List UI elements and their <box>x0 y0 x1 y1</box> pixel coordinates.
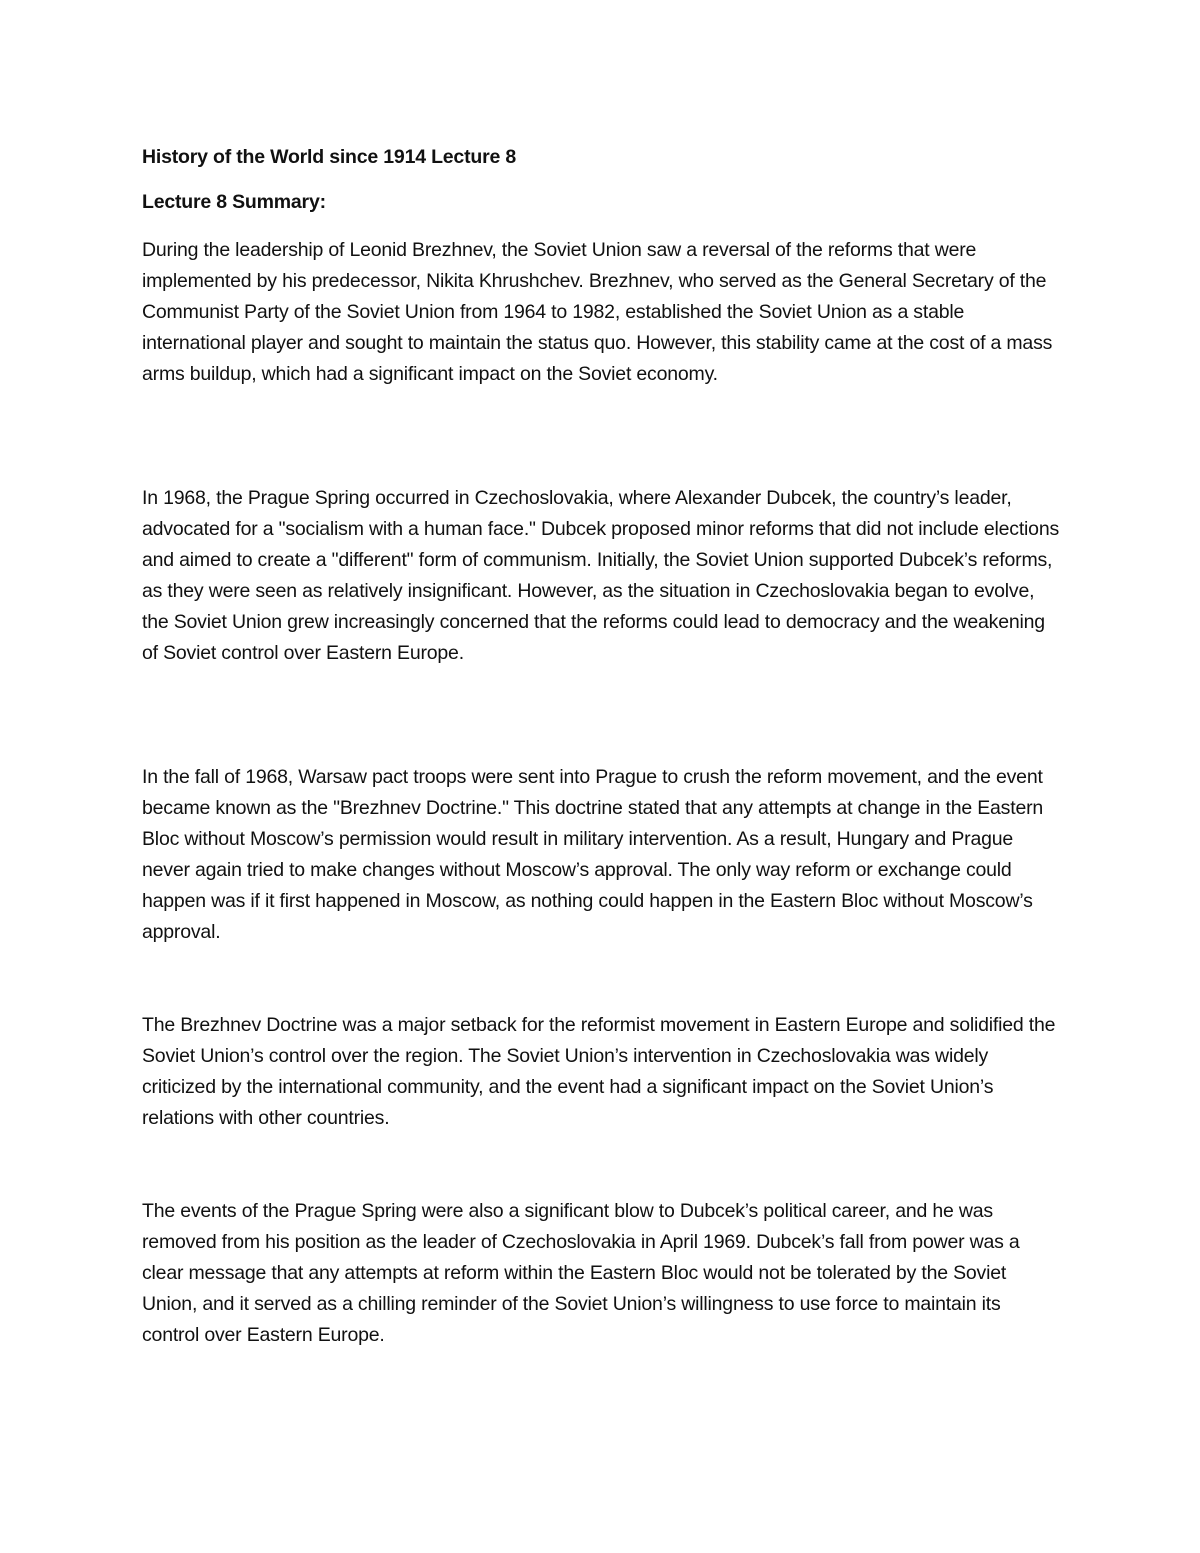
paragraph-dubcek-fall: The events of the Prague Spring were also a significant blow to Dubcek’s political career, and he was removed from his position as the leader of Czechoslovakia in April 1969. Dubcek’s fall from power was a clear message that any attempts at reform within the Eastern Bloc would not be tolerated by the Soviet Union, and it served as a chilling reminder of the Soviet Union’s willingness to use force to maintain its control over Eastern Europe. <box>142 1200 1020 1346</box>
paragraph-doctrine-impact: The Brezhnev Doctrine was a major setback for the reformist movement in Eastern Europe and solidified the Soviet Union’s control over the region. The Soviet Union’s intervention in Czechoslovakia was widely criticized by the international community, and the event had a significant impact on the Soviet Union’s relations with other countries. <box>142 1014 1056 1129</box>
paragraph-warsaw-pact-invasion: In the fall of 1968, Warsaw pact troops were sent into Prague to crush the reform movement, and the event became known as the "Brezhnev Doctrine." This doctrine stated that any attempts at change in the Eastern Bloc without Moscow’s permission would result in military intervention. As a result, Hungary and Prague never again tried to make changes without Moscow’s approval. The only way reform or exchange could happen was if it first happened in Moscow, as nothing could happen in the Eastern Bloc without Moscow’s approval. <box>142 766 1044 943</box>
summary-heading: Lecture 8 Summary: <box>142 191 326 213</box>
paragraph-brezhnev-leadership: During the leadership of Leonid Brezhnev, the Soviet Union saw a reversal of the reforms that were implemented by his predecessor, Nikita Khrushchev. Brezhnev, who served as the General Secretary of the Communist Party of the Soviet Union from 1964 to 1982, established the Soviet Union as a stable international player and sought to maintain the status quo. However, this stability came at the cost of a mass arms buildup, which had a significant impact on the Soviet economy. <box>142 239 1053 385</box>
document-body <box>142 142 1062 1346</box>
paragraph-prague-spring: In 1968, the Prague Spring occurred in Czechoslovakia, where Alexander Dubcek, the country’s leader, advocated for a "socialism with a human face." Dubcek proposed minor reforms that did not include elections and aimed to create a "different" form of communism. Initially, the Soviet Union supported Dubcek’s reforms, as they were seen as relatively insignificant. However, as the situation in Czechoslovakia began to evolve, the Soviet Union grew increasingly concerned that the reforms could lead to democracy and the weakening of Soviet control over Eastern Europe. <box>142 487 1060 664</box>
document-title: History of the World since 1914 Lecture 8 <box>142 146 516 168</box>
